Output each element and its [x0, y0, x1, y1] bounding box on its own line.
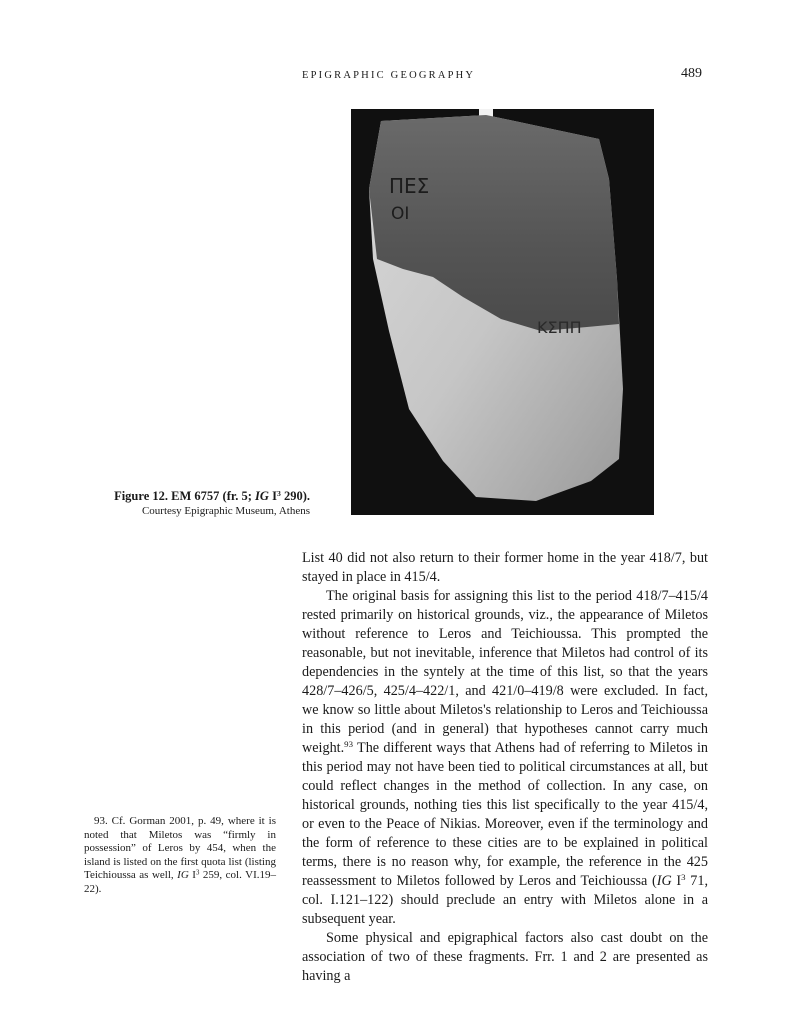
paragraph-2: The original basis for assigning this list to the period 418/7–415/4 rested primarily on historical grounds, viz., the appearance of Miletos without reference to Leros and Teichioussa. This prompted the reasonable, but not inevitable, inference that Miletos had control of its dependencies in the syntely at the time of this list, so that the years 428/7–426/5, 425/4–422/1, and 421/0–419/8 were excluded. In fact, we know so little about Miletos's relationship to Leros and Teichioussa in this period (and in general) that hypotheses cannot carry much weight.$^{93}$ The different ways that Athens had of referring to Miletos in this period may not have been tied to political circumstances at all, but could reflect changes in the method of collection. In any case, on historical grounds, nothing ties this list specifically to the year 415/4, or even to the Peace of Nikias. Moreover, even if the terminology and the form of reference to these cities are to be explained in political terms, there is no reason why, for example, the reference in the 425 reassessment to Miletos followed by Leros and Teichioussa (IG $I^3$ 71, col. I.121–122) should preclude an entry with Miletos alone in a subsequent year.	[302, 588, 708, 927]
figure-caption	[90, 488, 310, 519]
inscription-line-2: ΟΙ	[391, 204, 410, 224]
footnote-93: 93. Cf. Gorman 2001, p. 49, where it is noted that Miletos was “firmly in possession” of Leros by 454, when the island is listed on the first quota list (listing Teichioussa as well, IG $I^3$ 259, col. VI.19–22).	[84, 815, 277, 895]
footnote-ig: IG	[177, 869, 189, 882]
paragraph-3: Some physical and epigraphical factors also cast doubt on the association of two of these fragments. Frr. 1 and 2 are presented as having a	[302, 930, 708, 984]
paragraph-2-part-a: The original basis for assigning this list to the period 418/7–415/4 rested primarily on historical grounds, viz., the appearance of Miletos without reference to Leros and Teichioussa. This prompted the reasonable, but not inevitable, inference that Miletos had control of its dependencies in the syntely at the time of this list, so that the years 428/7–426/5, 425/4–422/1, and 421/0–419/8 were excluded. In fact, we know so little about Miletos's relationship to Leros and Teichioussa in this period (and in general) that hypotheses cannot carry much weight.	[302, 588, 708, 756]
paragraph-2-part-c: 71, col. I.121–122) should preclude an entry with Miletos alone in a subsequent year.	[302, 873, 708, 927]
page-number: 489	[681, 66, 702, 81]
inscription-line-1: ΠΕΣ	[389, 174, 430, 198]
figure-title-ig: IG	[255, 489, 269, 503]
footnote-text-a: 93. Cf. Gorman 2001, p. 49, where it is noted that Miletos was “firmly in possession” of Leros by 454, when the island is listed on the first quota list (listing Teichioussa as well,	[84, 815, 276, 882]
paragraph-2-ig: IG	[656, 873, 672, 889]
figure-title-end: 290).	[280, 489, 310, 503]
figure-title-sup: 3	[276, 488, 281, 498]
body-text	[302, 549, 708, 986]
footnote-sup: 3	[195, 869, 200, 877]
paragraph-2-part-b: The different ways that Athens had of referring to Miletos in this period may not have been tied to political circumstances at all, but could reflect changes in the method of collection. In any case, on historical grounds, nothing ties this list specifically to the year 415/4, or even to the Peace of Nikias. Moreover, even if the terminology and the form of reference to these cities are to be explained in political terms, there is no reason why, for example, the reference in the 425 reassessment to Miletos followed by Leros and Teichioussa (	[302, 740, 708, 889]
paragraph-2-sup: 3	[681, 872, 686, 883]
footnote-ref-93[interactable]: 93	[344, 739, 353, 750]
figure-photo	[351, 109, 654, 515]
figure-credit: Courtesy Epigraphic Museum, Athens	[141, 505, 310, 517]
footnote-text-b: 259, col. VI.19–22).	[84, 869, 277, 895]
running-head: EPIGRAPHIC GEOGRAPHY	[302, 70, 476, 81]
inscription-line-3: ΚΣΠΠ	[537, 318, 582, 337]
figure-title-text: EM 6757 (fr. 5;	[168, 489, 256, 503]
figure-label: Figure 12.	[114, 489, 169, 503]
figure-title: Figure 12. EM 6757 (fr. 5; IG $I^3$ 290).	[114, 488, 310, 503]
paragraph-1: List 40 did not also return to their former home in the year 418/7, but stayed in place in 415/4.	[302, 550, 708, 585]
